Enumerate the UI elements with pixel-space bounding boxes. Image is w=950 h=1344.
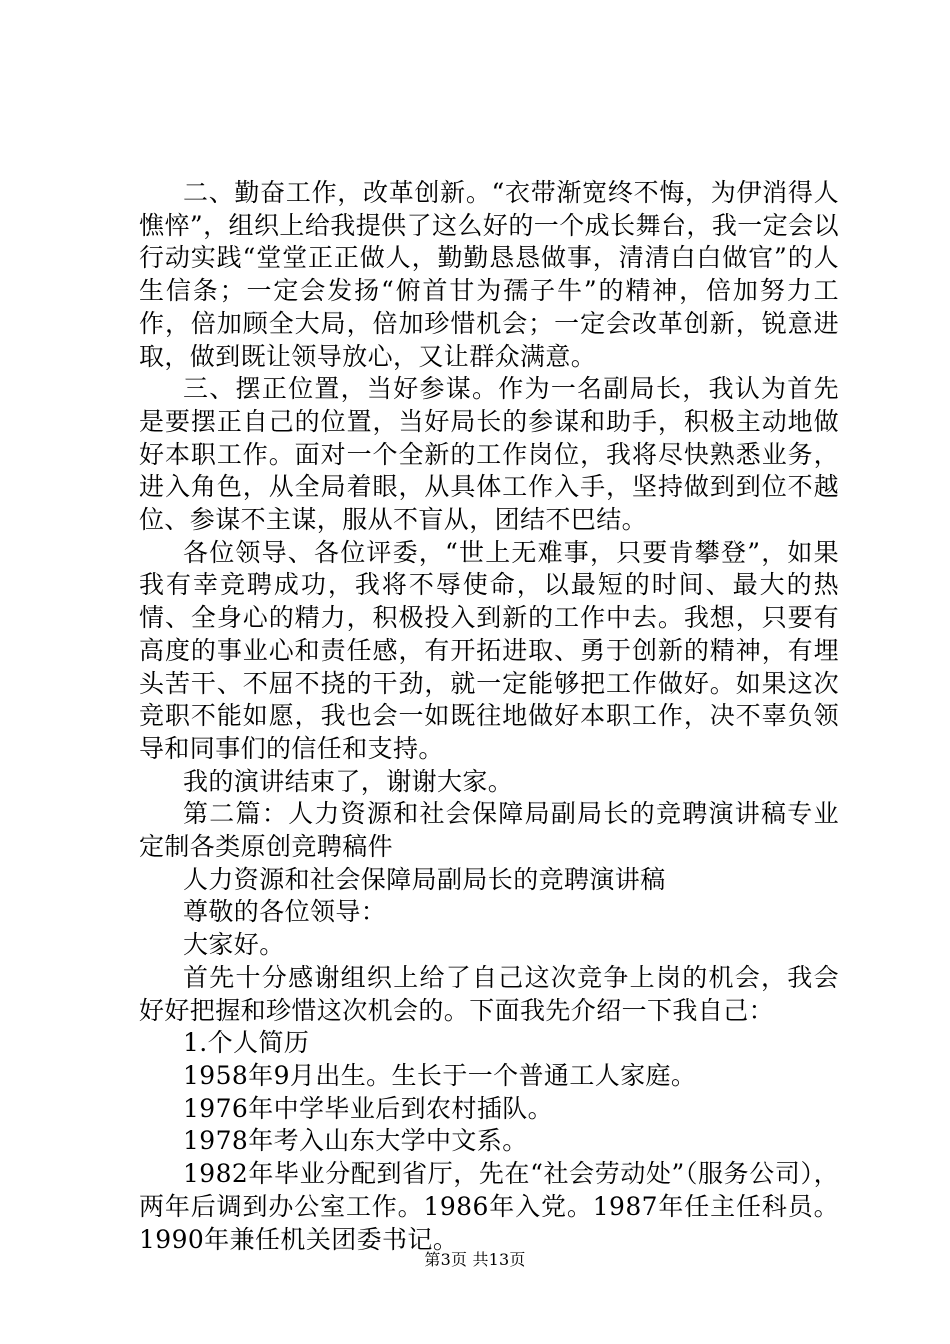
paragraph-appeal: 各位领导、各位评委，“世上无难事，只要肯攀登”，如果我有幸竞聘成功，我将不辱使命，以最短的时间、最大的热情、全身心的精力，积极投入到新的工作中去。我想，只要有高度的事业心和责任感，有开拓进取、勇于创新的精神，有埋头苦干、不屈不挠的干劲，就一定能够把工作做好。如果这次竞职不能如愿，我也会一如既往地做好本职工作，决不辜负领导和同事们的信任和支持。 (139, 537, 839, 763)
resume-item-1978: 1978年考入山东大学中文系。 (183, 1126, 528, 1156)
salutation: 尊敬的各位领导： (183, 897, 387, 927)
resume-item-1976: 1976年中学毕业后到农村插队。 (183, 1093, 554, 1123)
paragraph-thanks: 首先十分感谢组织上给了自己这次竞争上岗的机会，我会好好把握和珍惜这次机会的。下面我先介绍一下我自己： (139, 962, 839, 1025)
greeting: 大家好。 (183, 930, 285, 960)
resume-item-1958: 1958年9月出生。生长于一个普通工人家庭。 (183, 1060, 697, 1090)
resume-heading: 1.个人简历 (183, 1028, 310, 1058)
paragraph-closing: 我的演讲结束了，谢谢大家。 (183, 766, 514, 796)
page-number: 第3页 共13页 (424, 1250, 526, 1269)
resume-item-1982: 1982年毕业分配到省厅，先在“社会劳动处”（服务公司），两年后调到办公室工作。1986年入党。1987年任主任科员。1990年兼任机关团委书记。 (139, 1159, 839, 1254)
section-heading-second: 第二篇：人力资源和社会保障局副局长的竞聘演讲稿专业定制各类原创竞聘稿件 (139, 799, 839, 862)
document-body (139, 177, 839, 1256)
speech-title: 人力资源和社会保障局副局长的竞聘演讲稿 (183, 864, 666, 894)
paragraph-work-hard: 二、勤奋工作，改革创新。“衣带渐宽终不悔，为伊消得人憔悴”，组织上给我提供了这么好的一个成长舞台，我一定会以行动实践“堂堂正正做人，勤勤恳恳做事，清清白白做官”的人生信条；一定会发扬“俯首甘为孺子牛”的精神，倍加努力工作，倍加顾全大局，倍加珍惜机会；一定会改革创新，锐意进取，做到既让领导放心，又让群众满意。 (139, 178, 839, 371)
paragraph-right-position: 三、摆正位置，当好参谋。作为一名副局长，我认为首先是要摆正自己的位置，当好局长的参谋和助手，积极主动地做好本职工作。面对一个全新的工作岗位，我将尽快熟悉业务，进入角色，从全局着眼，从具体工作入手，坚持做到到位不越位、参谋不主谋，服从不盲从，团结不巴结。 (139, 374, 839, 535)
